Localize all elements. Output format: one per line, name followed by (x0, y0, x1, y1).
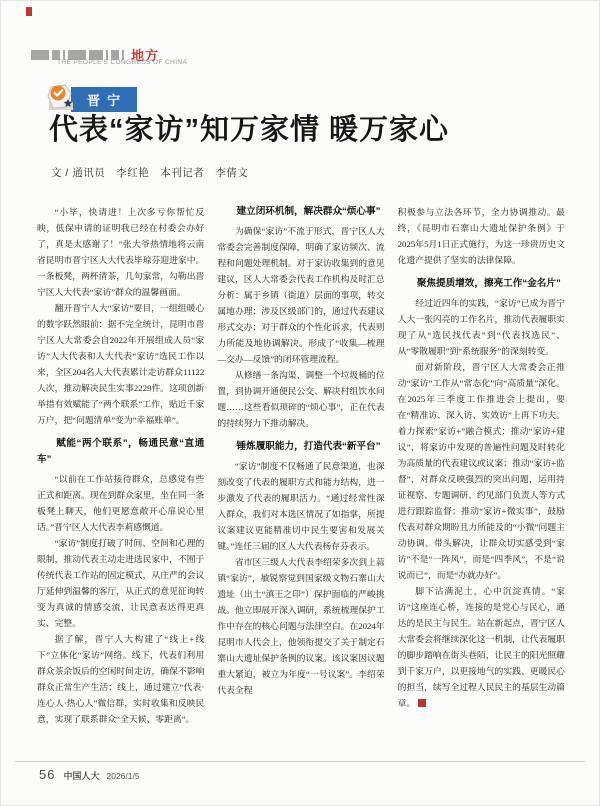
body-paragraph: 据了解，晋宁人大构建了“线上+线下”立体化“家访”网络。线下，代表们利用群众茶余饭后的空闲时间走访，确保不影响群众正常生产生活；线上，通过建立“代表·连心人·热心人”微信群，实时收集和反映民意，实现了联系群众“全天候、零距离”。 (37, 634, 205, 724)
body-paragraph: 从修缮一条沟渠、调整一个垃圾桶的位置，到协调开通便民公交、解决村组饮水问题……这些看似琐碎的“烦心事”，正在代表的持续努力下推动解决。 (217, 370, 385, 428)
magazine-name: 中国人大 (63, 771, 100, 781)
page-number: 56 (39, 767, 56, 782)
header-deco-block (106, 50, 108, 60)
issue-date: 2026/1/5 (106, 771, 140, 781)
badge-label: 晋宁 (71, 87, 137, 112)
article-title: 代表“家访”知万家情 暖万家心 (49, 114, 450, 146)
body-paragraph: “以前在工作站接待群众，总感觉有些正式和距离。现在到群众家里，坐在同一条板凳上聊天，他们更愿意敞开心扉说心里话。”晋宁区人大代表李莉感慨道。 (37, 474, 205, 532)
header-deco-block (89, 50, 103, 60)
article-end-mark (418, 699, 426, 707)
section-subhead: 建立闭环机制，解决群众“烦心事” (236, 206, 381, 217)
header-deco-block (52, 50, 60, 60)
body-paragraph: “家访”制度不仅畅通了民意渠道，也深刻改变了代表的履职方式和能力结构，进一步激发了代表的履职活力。“通过经常性深入群众，我们对本选区情况了如指掌，所提议案建议更能精准切中民生要害和发展关键。”连任三届的区人大代表杨存芬表示。 (217, 461, 385, 551)
body-paragraph (398, 583, 565, 711)
header-deco-block (122, 50, 124, 60)
section-label: 地方 (131, 48, 160, 63)
header-subtitle: THE PEOPLE'S CONGRESS OF CHINA (57, 59, 188, 66)
body-paragraph: 积极参与立法各环节，全力协调推动。最终，《昆明市石寨山大遗址保护条例》于2025年5月1日正式施行，为这一珍贵历史文化遗产提供了坚实的法律保障。 (397, 207, 565, 265)
check-ribbon-icon (45, 83, 77, 116)
text-column-1 (37, 204, 204, 760)
article-body (37, 204, 565, 760)
section-subhead: 赋能“两个联系”，畅通民意“直通车” (37, 438, 205, 465)
body-paragraph: “小毕，快请进！上次多亏你帮忙反映，低保申请的证明我已经在村委会办好了，真是太感谢了！”张大爷热情地将云南省昆明市晋宁区人大代表毕琼芬迎进家中。一条板凳，两杯清茶，几句家常，勾勒出晋宁区人大代表“家访”群众的温馨画面。 (37, 207, 205, 297)
body-paragraph: 省市区三级人大代表李绍荣多次到上蒜镇“家访”，敏锐察觉到国家级文物石寨山大遗址（出土“滇王之印”）保护面临的严峻挑战。他立即展开深入调研，系统梳理保护工作中存在的核心问题与法律空白。在2024年昆明市人代会上，他领衔提交了关于制定石寨山大遗址保护条例的议案。该议案因议题重大紧迫，被立为年度“一号议案”。李绍荣代表全程 (217, 557, 385, 695)
header-deco-block (68, 50, 86, 60)
text-column-2 (217, 204, 384, 760)
header-deco-block (31, 50, 49, 60)
header-deco-block (63, 50, 65, 60)
body-paragraph: 为确保“家访”不流于形式，晋宁区人大常委会完善制度保障，明确了家访频次、流程和问题处理机制。对于家访收集到的意见建议，区人大常委会代表工作机构及时汇总分析：属于乡镇（街道）层面的事项，转交属地办理；涉及区级部门的，通过代表建议形式交办；对于群众的个性化诉求，代表则力所能及地协调解决。形成了“收集—梳理—交办—反馈”的闭环管理流程。 (217, 226, 385, 364)
header-deco-block (111, 50, 119, 60)
text-column-3 (398, 204, 565, 760)
section-subhead: 聚焦提质增效，擦亮工作“金名片” (416, 278, 561, 289)
corner-red-mark (26, 7, 32, 16)
footer-divider (15, 761, 585, 762)
body-paragraph: 经过近四年的实践，“家访”已成为晋宁人大一张闪亮的工作名片，推动代表履职实现了从“选民找代表”到“代表找选民”、从“零散履职”到“系统服务”的深刻转变。 (397, 298, 565, 356)
article-byline: 文 / 通讯员 李红艳 本刊记者 李倩文 (51, 167, 249, 179)
footer (39, 767, 140, 782)
jinning-badge (45, 83, 137, 116)
body-paragraph-text: 脚下沾满泥土，心中沉淀真情。“家访”这座连心桥，连接的是党心与民心，通达的是民主与民生。站在新起点，晋宁区人大常委会将继续深化这一机制，让代表履职的脚步踏响在街头巷陌，让民主的阳光照耀到千家万户，以更接地气的实践、更暖民心的担当，续写全过程人民民主的基层生动篇章。 (397, 586, 565, 708)
body-paragraph: 翻开晋宁人大“家访”要目，一组组暖心的数字跃然眼前：据不完全统计，昆明市晋宁区人大常委会自2022年开展组成人员“家访”人大代表和人大代表“家访”选民工作以来，全区204名人大代表累计走访群众11122人次，推动解决民生实事2229件。这项创新举措有效赋能了“两个联系”工作，贴近千家万户，把“问题清单”变为“幸福账单”。 (37, 303, 205, 425)
section-subhead: 锤炼履职能力，打造代表“新平台” (236, 441, 381, 452)
body-paragraph: 面对新阶段，晋宁区人大常委会正推动“家访”工作从“常态化”向“高质量”深化。在2025年三季度工作推进会上提出，要在“精准访、深入访、实效访”上再下功夫。着力探索“家访+”融合模式：推动“家访+建议”，将家访中发现的普遍性问题及时转化为高质量的代表建议或议案；推动“家访+监督”，对群众反映强烈的突出问题，运用持证视察、专题调研、约见部门负责人等方式进行跟踪监督；推动“家访+微实事”，鼓励代表对群众期盼且力所能及的“小微”问题主动协调、带头解决，让群众切实感受到“家访”不是“一阵风”，而是“四季风”，不是“说说而已”，而是“办就办好”。 (397, 362, 565, 580)
body-paragraph: “家访”制度打破了时间、空间和心理的限制，推动代表主动走进选民家中，不囿于传统代表工作站的固定模式，从庄严的会议厅延伸到温馨的客厅，从正式的意见征询转变为真诚的情感交流，让民意表达得更真实、完整。 (37, 538, 205, 628)
